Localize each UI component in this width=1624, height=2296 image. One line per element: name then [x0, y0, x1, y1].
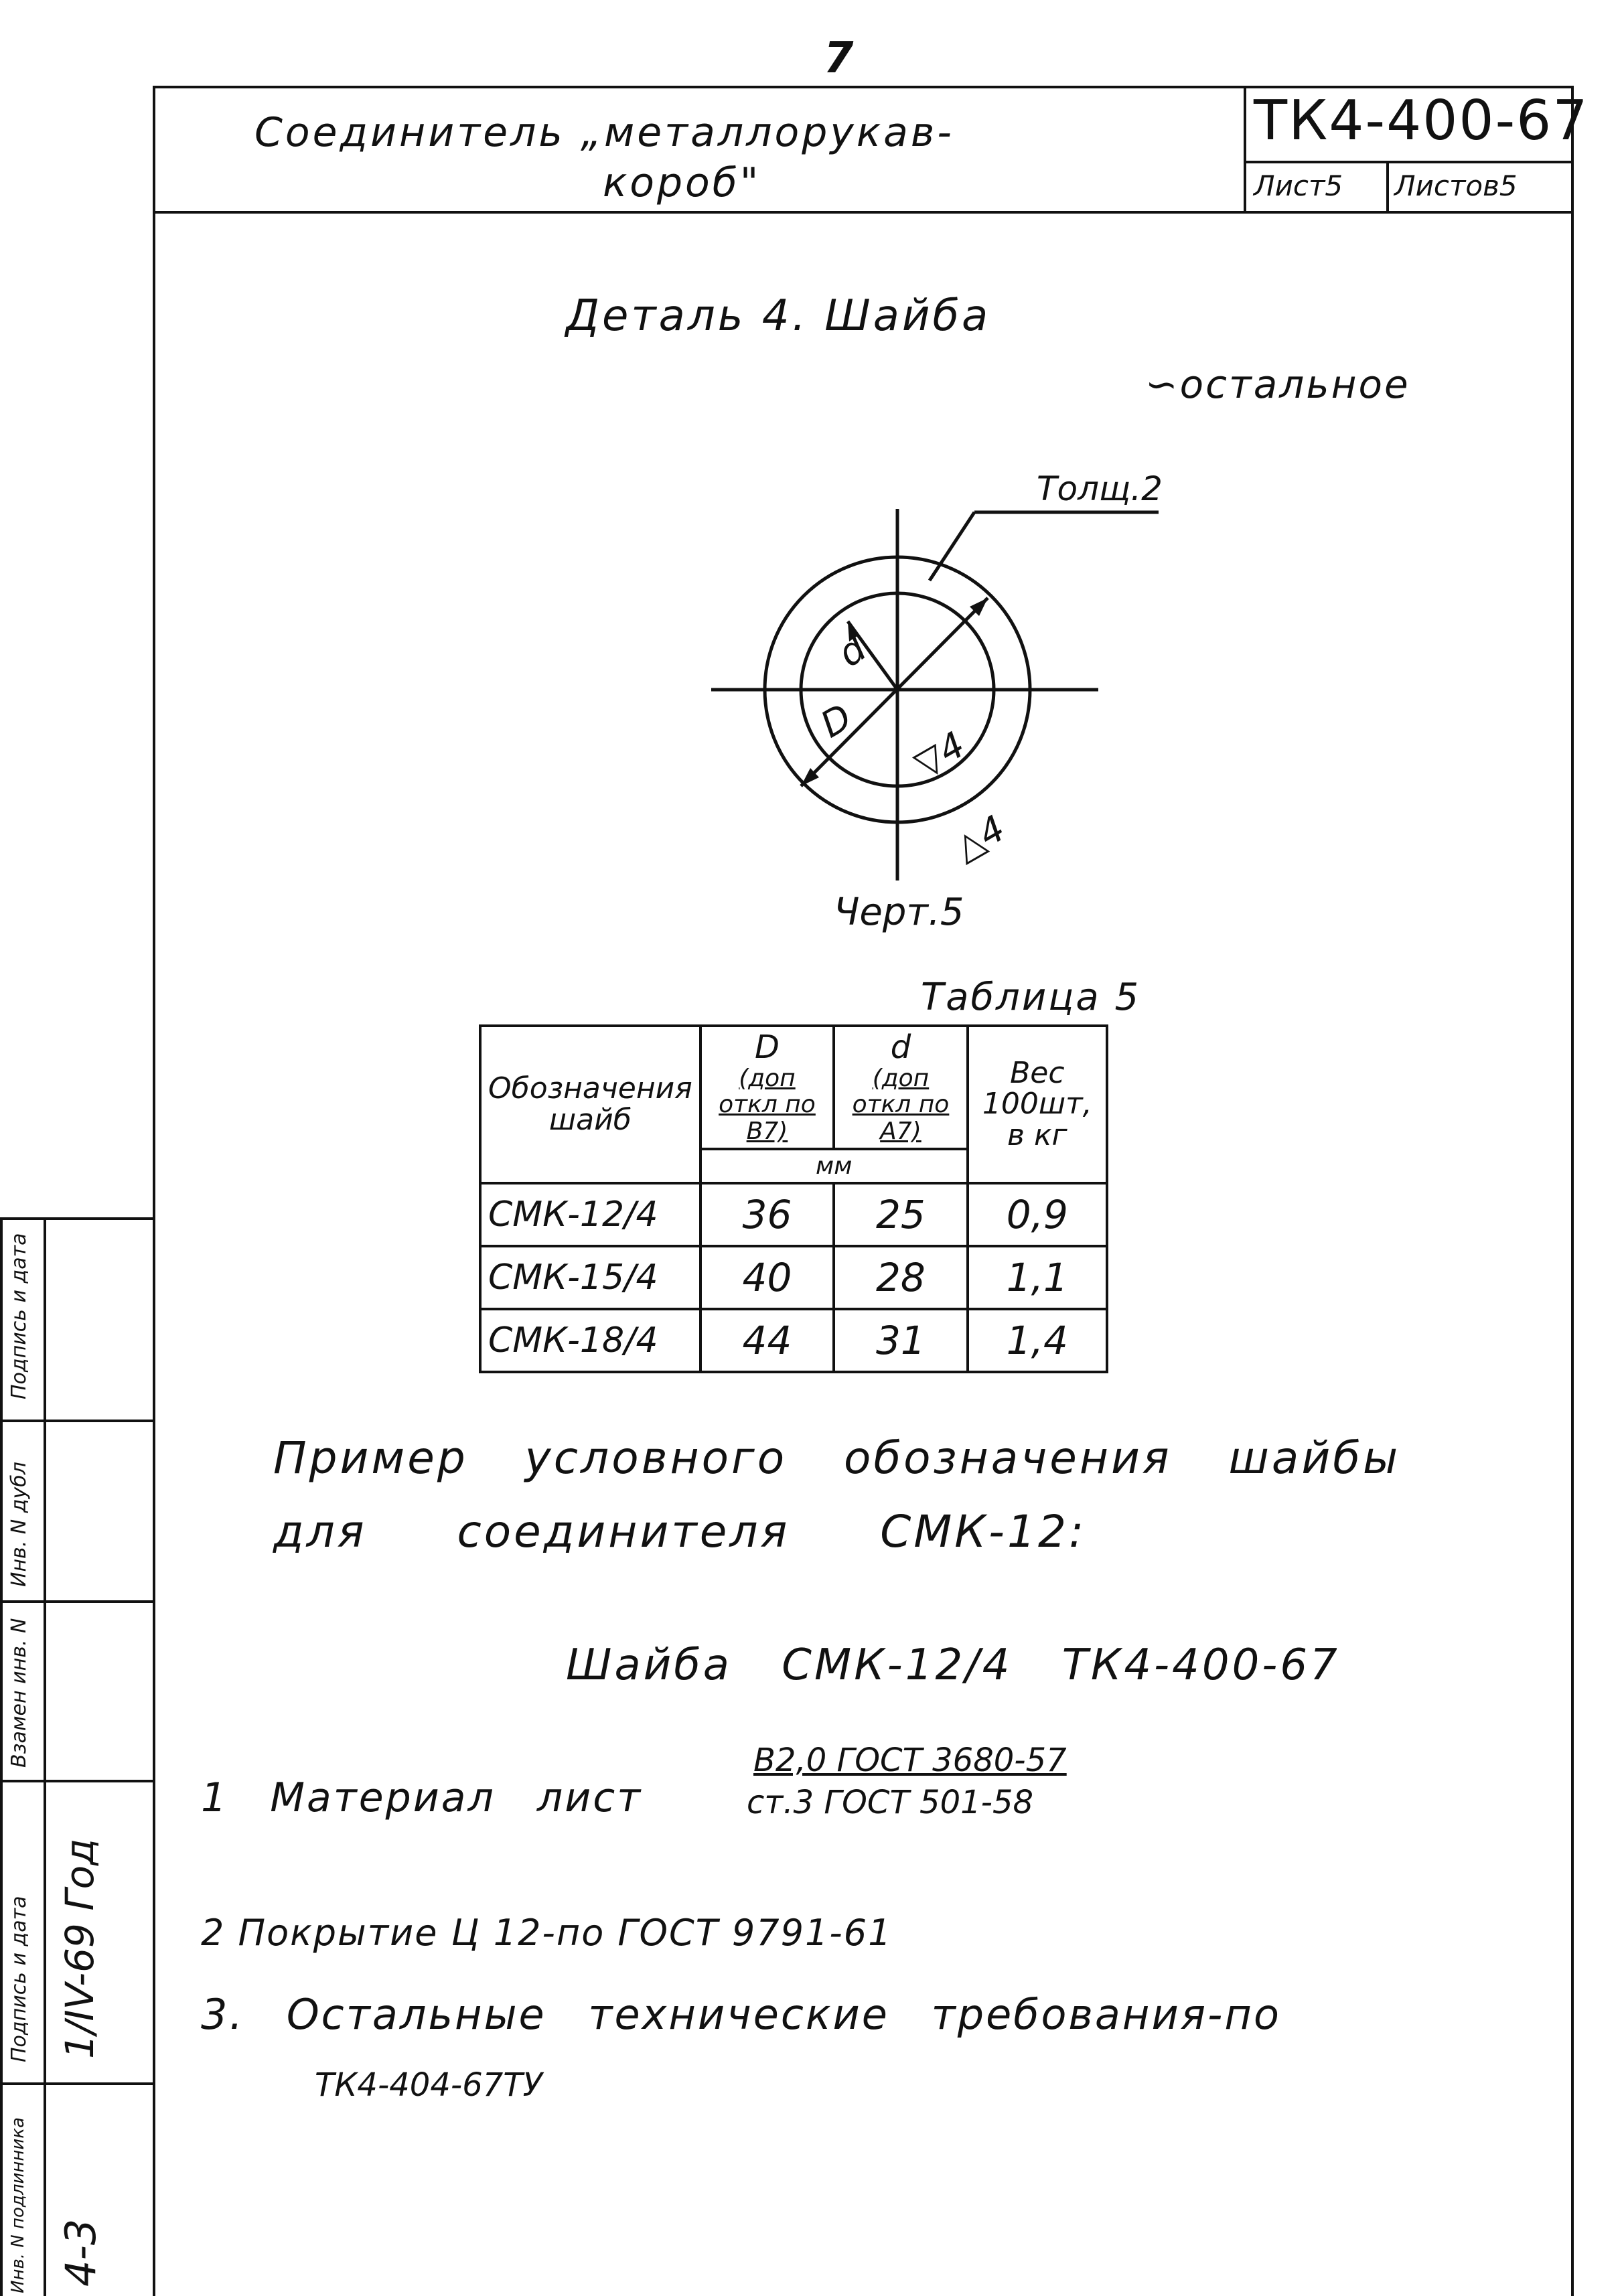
- table-title: Таблица 5: [921, 976, 1141, 1019]
- stamp-top: [0, 1217, 155, 1220]
- note-coating: 2 Покрытие Ц 12-по ГОСТ 9791-61: [201, 1912, 893, 1954]
- page-number: 7: [824, 33, 854, 83]
- drawing-caption: Черт.5: [834, 891, 964, 934]
- header-D-tolerance: (доп откл по В7): [719, 1064, 816, 1145]
- inner-diameter-label: d: [830, 626, 875, 676]
- stamp-replace-inv: Взамен инв. N: [7, 1618, 31, 1768]
- stamp-right-border: [153, 1217, 155, 2296]
- header-unit: мм: [700, 1149, 968, 1184]
- document-title-line1: Соединитель „металлорукав-: [254, 109, 954, 156]
- table-row: [480, 1309, 1107, 1372]
- row-weight: 1,4: [968, 1309, 1107, 1372]
- document-code: ТК4-400-67: [1254, 89, 1589, 153]
- roughness-symbol-icon: ∽: [1145, 362, 1180, 407]
- stamp-sign-date: Подпись и дата: [7, 1233, 31, 1399]
- note-material-prefix: 1 Материал лист: [201, 1774, 643, 1821]
- example-designation: Шайба СМК-12/4 ТК4-400-67: [566, 1640, 1340, 1690]
- thickness-label: Толщ.2: [1037, 469, 1163, 508]
- detail-title: Деталь 4. Шайба: [566, 291, 991, 341]
- surface-finish-text: остальное: [1179, 362, 1410, 407]
- stamp-left-border: [0, 1217, 3, 2296]
- row-outer-diameter: 40: [700, 1246, 834, 1309]
- note-other-reference: ТК4-404-67ТУ: [315, 2066, 542, 2104]
- note-material-top: В2,0 ГОСТ 3680-57: [753, 1742, 1067, 1779]
- sheet-label: Лист5: [1254, 169, 1343, 202]
- row-inner-diameter: 28: [834, 1246, 967, 1309]
- header-D-symbol: D: [754, 1028, 780, 1066]
- row-weight: 0,9: [968, 1183, 1107, 1246]
- note-other-requirements: 3. Остальные технические требования-по: [201, 1990, 1281, 2039]
- washer-table: [479, 1024, 1108, 1373]
- outer-diameter-label: D: [813, 695, 859, 747]
- row-designation: СМК-15/4: [480, 1246, 700, 1309]
- stamp-row3: [0, 1780, 155, 1782]
- example-line2: для соединителя СМК-12:: [273, 1506, 1087, 1557]
- sheets-total-label: Листов5: [1394, 169, 1518, 202]
- note-material-bottom: ст.3 ГОСТ 501-58: [747, 1784, 1034, 1821]
- stamp-sign-date-2: Подпись и дата: [7, 1896, 31, 2062]
- roughness-outer-label: △4: [947, 807, 1013, 869]
- row-designation: СМК-12/4: [480, 1183, 700, 1246]
- header-outer-diameter: [700, 1026, 834, 1149]
- table-row: [480, 1246, 1107, 1309]
- row-designation: СМК-18/4: [480, 1309, 700, 1372]
- row-inner-diameter: 31: [834, 1309, 967, 1372]
- header-designation: Обозначения шайб: [480, 1026, 700, 1183]
- roughness-inner-label: ▽4: [907, 723, 972, 785]
- header-d-symbol: d: [890, 1028, 911, 1066]
- header-inner-diameter: [834, 1026, 967, 1149]
- document-title-line2: короб": [603, 159, 761, 206]
- row-outer-diameter: 44: [700, 1309, 834, 1372]
- stamp-row4: [0, 2082, 155, 2085]
- row-outer-diameter: 36: [700, 1183, 834, 1246]
- stamp-inv-original: Инв. N подлинника: [8, 2117, 28, 2293]
- example-line1: Пример условного обозначения шайбы: [273, 1432, 1401, 1484]
- stamp-inv-original-value: 4-3: [56, 2218, 105, 2287]
- stamp-handwritten-date: 1/IV-69 Год: [57, 1838, 102, 2059]
- stamp-inv-dubl: Инв. N дубл: [7, 1462, 31, 1587]
- table-row: [480, 1183, 1107, 1246]
- row-weight: 1,1: [968, 1246, 1107, 1309]
- stamp-inner-divider: [44, 1217, 46, 2296]
- header-weight: Вес 100шт, в кг: [968, 1026, 1107, 1183]
- header-d-tolerance: (доп откл по А7): [852, 1064, 950, 1145]
- row-inner-diameter: 25: [834, 1183, 967, 1246]
- stamp-row2: [0, 1600, 155, 1603]
- stamp-row1: [0, 1420, 155, 1422]
